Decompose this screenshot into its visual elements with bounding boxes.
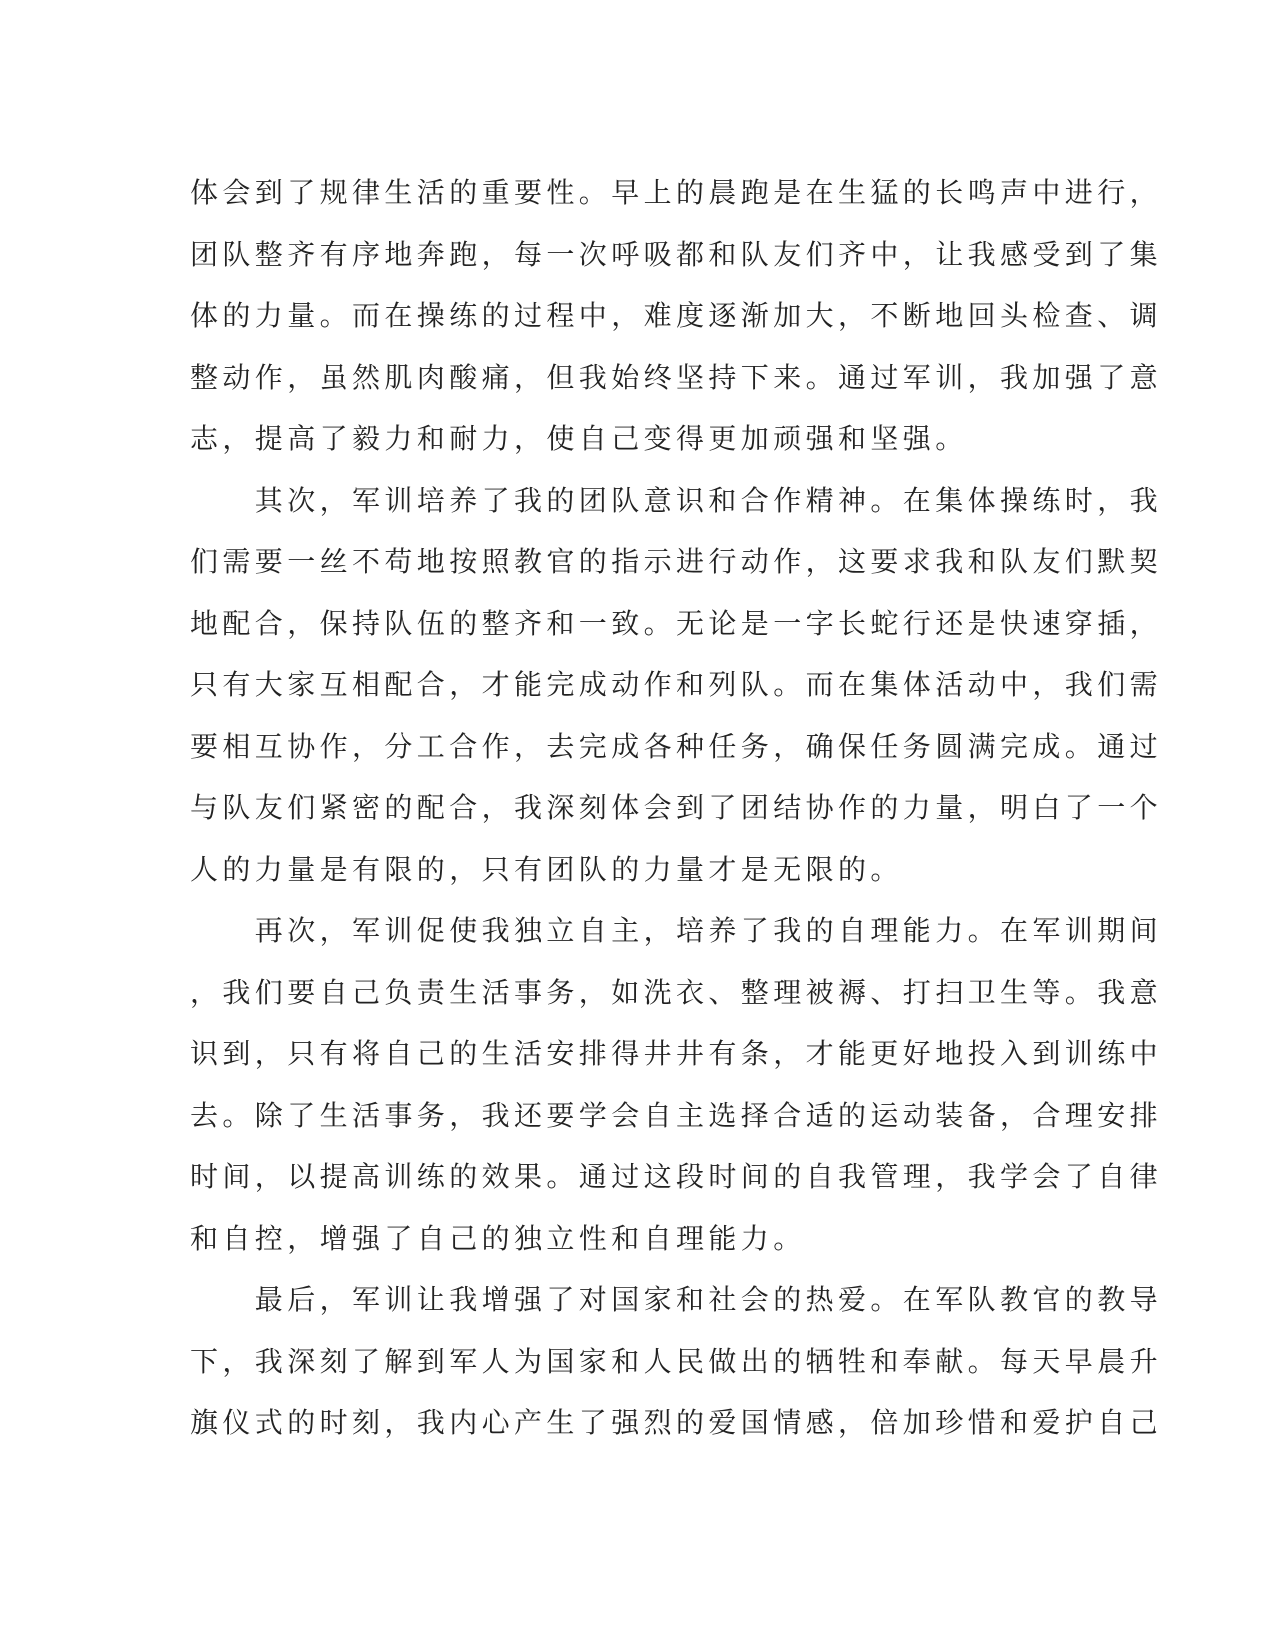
text-line: 时间，以提高训练的效果。通过这段时间的自我管理，我学会了自律	[190, 1160, 1163, 1193]
text-line: 下，我深刻了解到军人为国家和人民做出的牺牲和奉献。每天早晨升	[190, 1344, 1163, 1378]
text-line: 体的力量。而在操练的过程中，难度逐渐加大，不断地回头检查、调	[190, 299, 1163, 332]
text-line: 地配合，保持队伍的整齐和一致。无论是一字长蛇行还是快速穿插，	[190, 606, 1163, 640]
text-line: 去。除了生活事务，我还要学会自主选择合适的运动装备，合理安排	[190, 1098, 1163, 1132]
text-line: ，我们要自己负责生活事务，如洗衣、整理被褥、打扫卫生等。我意	[190, 975, 1163, 1009]
text-line: 们需要一丝不苟地按照教官的指示进行动作，这要求我和队友们默契	[190, 545, 1163, 578]
text-line: 识到，只有将自己的生活安排得井井有条，才能更好地投入到训练中	[190, 1037, 1163, 1070]
text-line: 再次，军训促使我独立自主，培养了我的自理能力。在军训期间	[190, 914, 1163, 947]
text-line: 和自控，增强了自己的独立性和自理能力。	[190, 1221, 806, 1255]
text-line: 其次，军训培养了我的团队意识和合作精神。在集体操练时，我	[190, 483, 1163, 517]
text-line: 要相互协作，分工合作，去完成各种任务，确保任务圆满完成。通过	[190, 729, 1163, 763]
text-line: 整动作，虽然肌肉酸痛，但我始终坚持下来。通过军训，我加强了意	[190, 360, 1163, 394]
text-line: 旗仪式的时刻，我内心产生了强烈的爱国情感，倍加珍惜和爱护自己	[190, 1406, 1163, 1439]
text-line: 只有大家互相配合，才能完成动作和列队。而在集体活动中，我们需	[190, 668, 1163, 701]
body-text	[190, 162, 1163, 1454]
text-line: 人的力量是有限的，只有团队的力量才是无限的。	[190, 852, 903, 886]
text-line: 团队整齐有序地奔跑，每一次呼吸都和队友们齐中，让我感受到了集	[190, 237, 1163, 271]
text-line: 体会到了规律生活的重要性。早上的晨跑是在生猛的长鸣声中进行，	[190, 176, 1163, 209]
text-line: 志，提高了毅力和耐力，使自己变得更加顽强和坚强。	[190, 422, 968, 455]
text-line: 与队友们紧密的配合，我深刻体会到了团结协作的力量，明白了一个	[190, 791, 1163, 824]
text-line: 最后，军训让我增强了对国家和社会的热爱。在军队教官的教导	[190, 1283, 1163, 1316]
